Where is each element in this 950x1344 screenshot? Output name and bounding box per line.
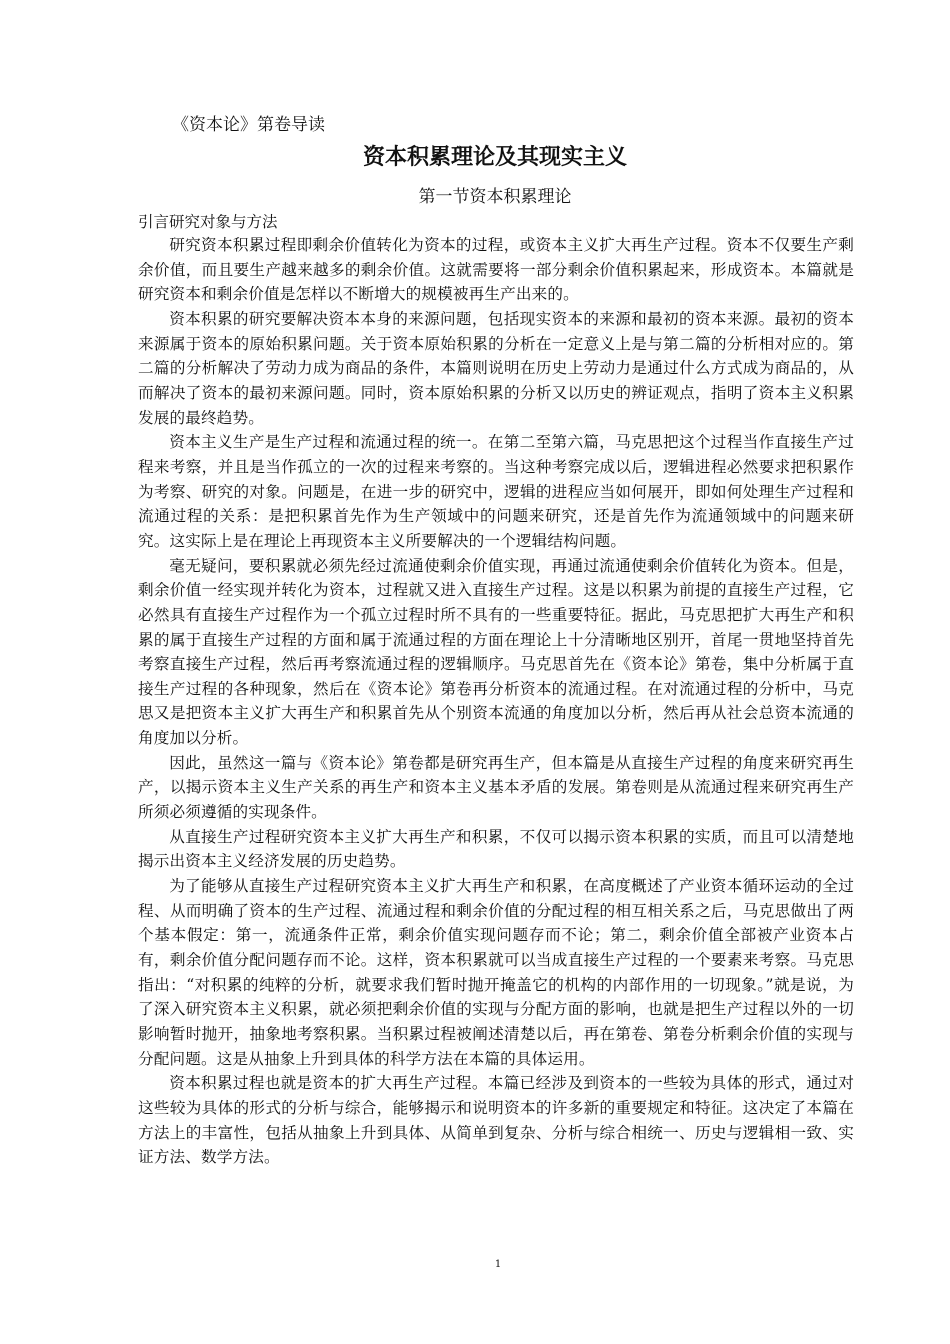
paragraph-7: 为了能够从直接生产过程研究资本主义扩大再生产和积累，在高度概述了产业资本循环运动的全过程、从而明确了资本的生产过程、流通过程和剩余价值的分配过程的相互相关系之后，马克思做出了两个基本假定：第一，流通条件正常，剩余价值实现问题存而不论；第二，剩余价值全部被产业资本占有，剩余价值分配问题存而不论。这样，资本积累就可以当成直接生产过程的一个要素来考察。马克思指出：“对积累的纯粹的分析，就要求我们暂时抛开掩盖它的机构的内部作用的一切现象。”就是说，为了深入研究资本主义积累，就必须把剩余价值的实现与分配方面的影响，也就是把生产过程以外的一切影响暂时抛开，抽象地考察积累。当积累过程被阐述清楚以后，再在第卷、第卷分析剩余价值的实现与分配问题。这是从抽象上升到具体的科学方法在本篇的具体运用。	[138, 877, 854, 1068]
paragraph-4: 毫无疑问，要积累就必须先经过流通使剩余价值实现，再通过流通使剩余价值转化为资本。但是，剩余价值一经实现并转化为资本，过程就又进入直接生产过程。这是以积累为前提的直接生产过程，它必然具有直接生产过程作为一个孤立过程时所不具有的一些重要特征。据此，马克思把扩大再生产和积累的属于直接生产过程的方面和属于流通过程的方面在理论上十分清晰地区别开，首尾一贯地坚持首先考察直接生产过程，然后再考察流通过程的逻辑顺序。马克思首先在《资本论》第卷，集中分析属于直接生产过程的各种现象，然后在《资本论》第卷再分析资本的流通过程。在对流通过程的分析中，马克思又是把资本主义扩大再生产和积累首先从个别资本流通的角度加以分析，然后再从社会总资本流通的角度加以分析。	[138, 556, 854, 748]
body-text	[138, 233, 854, 1170]
intro-heading: 引言研究对象与方法	[138, 213, 278, 231]
paragraph-6: 从直接生产过程研究资本主义扩大再生产和积累，不仅可以揭示资本积累的实质，而且可以清楚地揭示出资本主义经济发展的历史趋势。	[138, 827, 854, 871]
section-title: 第一节资本积累理论	[418, 187, 572, 207]
paragraph-8: 资本积累过程也就是资本的扩大再生产过程。本篇已经涉及到资本的一些较为具体的形式，通过对这些较为具体的形式的分析与综合，能够揭示和说明资本的许多新的重要规定和特征。这决定了本篇在方法上的丰富性，包括从抽象上升到具体、从简单到复杂、分析与综合相统一、历史与逻辑相一致、实证方法、数学方法。	[138, 1074, 854, 1167]
page-number: 1	[494, 1259, 502, 1270]
paragraph-2: 资本积累的研究要解决资本本身的来源问题，包括现实资本的来源和最初的资本来源。最初的资本来源属于资本的原始积累问题。关于资本原始积累的分析在一定意义上是与第二篇的分析相对应的。第二篇的分析解决了劳动力成为商品的条件，本篇则说明在历史上劳动力是通过什么方式成为商品的，从而解决了资本的最初来源问题。同时，资本原始积累的分析又以历史的辨证观点，指明了资本主义积累发展的最终趋势。	[138, 309, 854, 427]
book-guide-line: 《资本论》第卷导读	[172, 115, 325, 135]
document-title: 资本积累理论及其现实主义	[362, 145, 627, 170]
paragraph-3: 资本主义生产是生产过程和流通过程的统一。在第二至第六篇，马克思把这个过程当作直接生产过程来考察，并且是当作孤立的一次的过程来考察的。当这种考察完成以后，逻辑进程必然要求把积累作为考察、研究的对象。问题是，在进一步的研究中，逻辑的进程应当如何展开，即如何处理生产过程和流通过程的关系：是把积累首先作为生产领域中的问题来研究，还是首先作为流通领域中的问题来研究。这实际上是在理论上再现资本主义所要解决的一个逻辑结构问题。	[138, 433, 854, 550]
paragraph-5: 因此，虽然这一篇与《资本论》第卷都是研究再生产，但本篇是从直接生产过程的角度来研究再生产，以揭示资本主义生产关系的再生产和资本主义基本矛盾的发展。第卷则是从流通过程来研究再生产所须必须遵循的实现条件。	[138, 753, 854, 822]
paragraph-1: 研究资本积累过程即剩余价值转化为资本的过程，或资本主义扩大再生产过程。资本不仅要生产剩余价值，而且要生产越来越多的剩余价值。这就需要将一部分剩余价值积累起来，形成资本。本篇就是研究资本和剩余价值是怎样以不断增大的规模被再生产出来的。	[138, 236, 854, 304]
